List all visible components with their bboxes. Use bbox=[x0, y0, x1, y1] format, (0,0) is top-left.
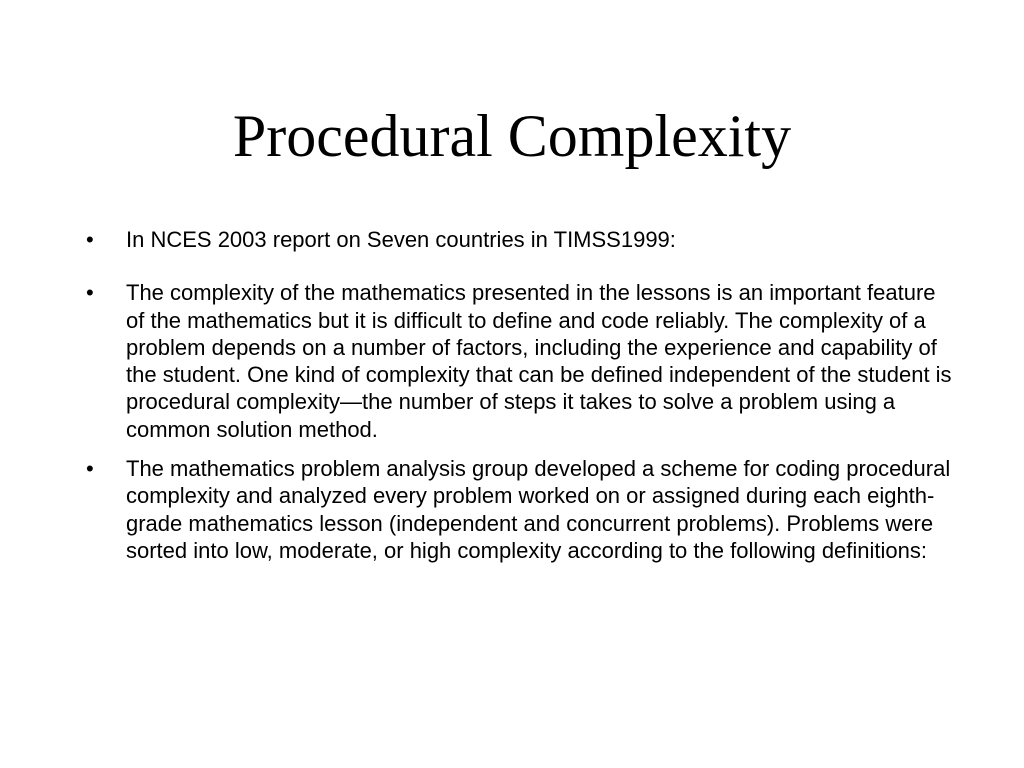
bullet-item bbox=[86, 226, 956, 253]
bullet-item bbox=[86, 455, 956, 564]
bullet-marker: • bbox=[86, 227, 94, 252]
bullet-item bbox=[86, 279, 956, 443]
bullet-list bbox=[86, 226, 956, 576]
bullet-text: In NCES 2003 report on Seven countries in TIMSS1999: bbox=[126, 227, 676, 252]
bullet-marker: • bbox=[86, 280, 94, 306]
bullet-text: The mathematics problem analysis group developed a scheme for coding procedural complexity and analyzed every problem worked on or assigned during each eighth-grade mathematics lesson (independent and concurrent problems). Problems were sorted into low, moderate, or high complexity according to the following definitions: bbox=[126, 456, 951, 563]
bullet-text: The complexity of the mathematics presented in the lessons is an important feature of the mathematics but it is difficult to define and code reliably. The complexity of a problem depends on a number of factors, including the experience and capability of the student. One kind of complexity that can be defined independent of the student is procedural complexity—the number of steps it takes to solve a problem using a common solution method. bbox=[126, 280, 952, 442]
bullet-marker: • bbox=[86, 456, 94, 482]
slide-title: Procedural Complexity bbox=[232, 103, 792, 169]
